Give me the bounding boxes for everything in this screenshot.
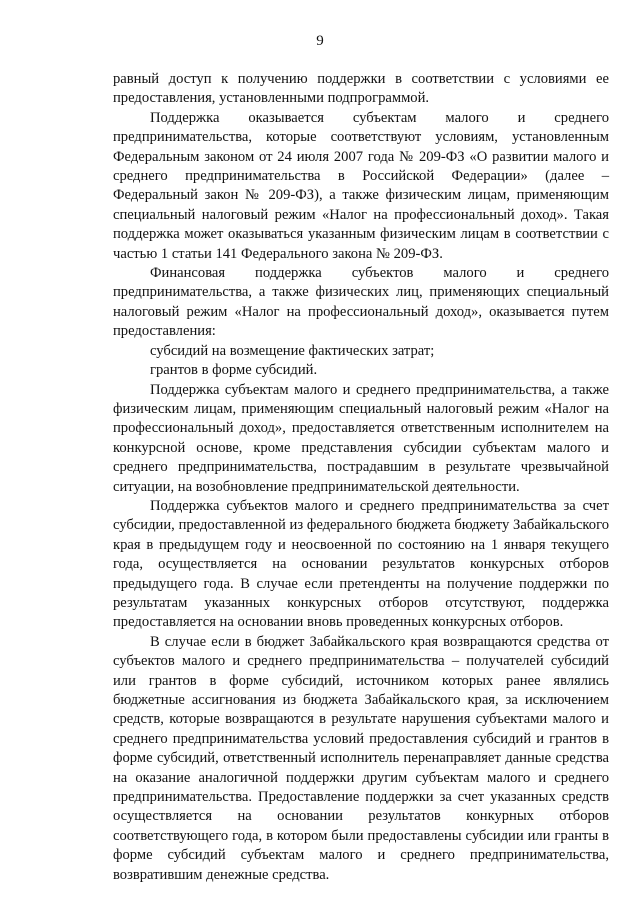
list-item-subsidies: субсидий на возмещение фактических затрат;	[150, 342, 435, 359]
paragraph-continuation: равный доступ к получению поддержки в соответствии с условиями ее предоставления, установленными подпрограммой.	[113, 71, 609, 107]
paragraph-financial-support: Финансовая поддержка субъектов малого и среднего предпринимательства, а также физических лиц, применяющих специальный налоговый режим «Налог на профессиональный доход», оказывается путем предоставления:	[113, 265, 609, 340]
paragraph-returned-funds: В случае если в бюджет Забайкальского края возвращаются средства от субъектов малого и среднего предпринимательства – получателей субсидий или грантов в форме субсидий, источником которых ранее являлись бюджетные ассигнования из бюджета Забайкальского края, за исключением средств, которые возвращаются в результате нарушения субъектами малого и среднего предпринимательства условий предоставления субсидий и грантов в форме субсидий, ответственный исполнитель перенаправляет данные средства на оказание аналогичной поддержки другим субъектам малого и среднего предпринимательства. Предоставление поддержки за счет указанных средств осуществляется на основании результатов конкурных отборов соответствующего года, в котором были предоставлены субсидии или гранты в форме субсидий субъектам малого и среднего предпринимательства, возвратившим денежные средства.	[113, 633, 609, 883]
paragraph-competitive-basis: Поддержка субъектам малого и среднего предпринимательства, а также физическим лицам, применяющим специальный налоговый режим «Налог на профессиональный доход», предоставляется ответственным исполнителем на конкурсной основе, кроме представления субсидии субъектам малого и среднего предпринимательства, пострадавшим в результате чрезвычайной ситуации, на возобновление предпринимательской деятельности.	[113, 381, 609, 495]
paragraph-federal-subsidy: Поддержка субъектов малого и среднего предпринимательства за счет субсидии, предоставленной из федерального бюджета бюджету Забайкальского края в предыдущем году и неосвоенной по состоянию на 1 января текущего года, осуществляется на основании результатов конкурсных отборов предыдущего года. В случае если претенденты на получение поддержки по результатам указанных конкурсных отборов отсутствуют, поддержка предоставляется на основании вновь проведенных конкурсных отборов.	[113, 497, 609, 631]
list-item-grants: грантов в форме субсидий.	[150, 362, 318, 379]
paragraph-support-recipients: Поддержка оказывается субъектам малого и среднего предпринимательства, которые соответствуют условиям, установленным Федеральным законом от 24 июля 2007 года № 209-ФЗ «О развитии малого и среднего предпринимательства в Российской Федерации» (далее – Федеральный закон № 209-ФЗ), а также физическим лицам, применяющим специальный налоговый режим «Налог на профессиональный доход». Такая поддержка может оказываться указанным физическим лицам в соответствии с частью 1 статьи 141 Федерального закона № 209-ФЗ.	[113, 109, 609, 262]
document-body	[113, 70, 609, 885]
page-number: 9	[316, 33, 324, 49]
